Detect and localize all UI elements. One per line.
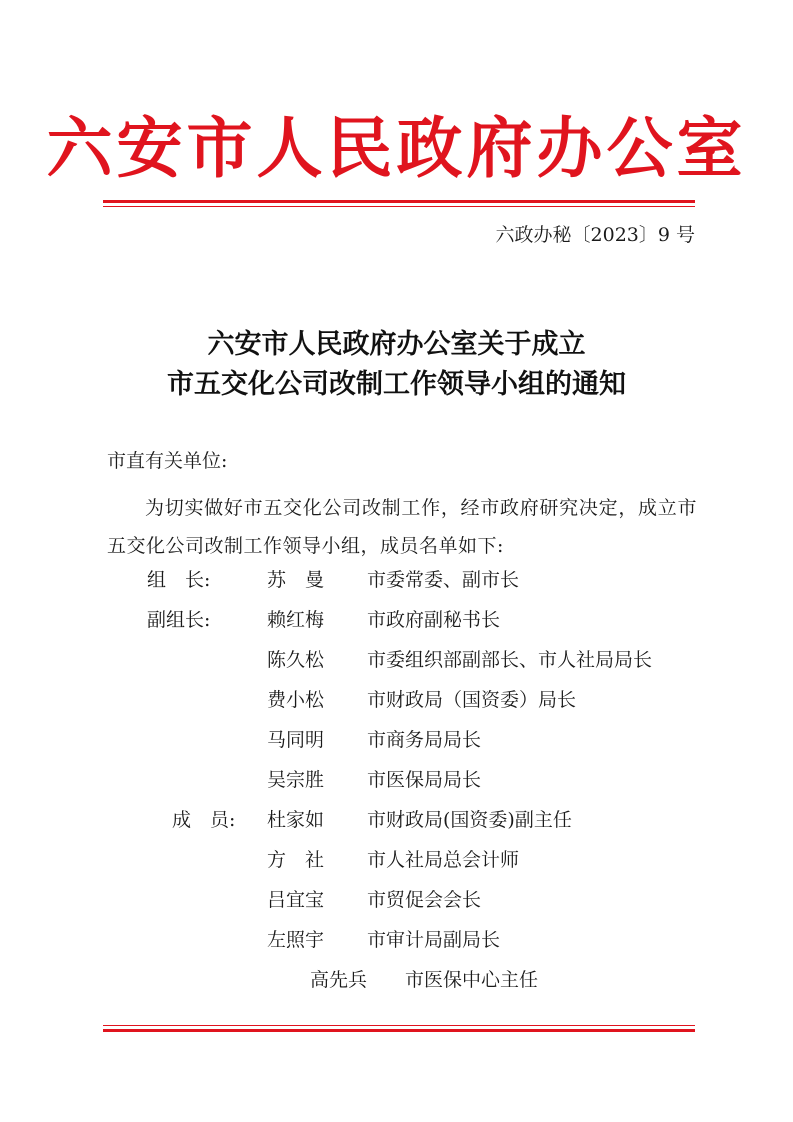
member-duty: 市审计局副局长: [367, 929, 501, 951]
member-duty: 市贸促会会长: [367, 889, 482, 911]
member-name: 吕宜宝: [267, 889, 325, 911]
member-name: 赖红梅: [267, 609, 325, 631]
member-role: 组 长:: [147, 569, 211, 591]
header-divider-thick: [103, 200, 695, 203]
member-duty: 市医保局局长: [367, 769, 482, 791]
body-paragraph: 为切实做好市五交化公司改制工作，经市政府研究决定，成立市五交化公司改制工作领导小组，成员名单如下:: [107, 497, 697, 557]
member-duty: 市委组织部副部长、市人社局局长: [367, 649, 653, 671]
member-name: 杜家如: [267, 809, 325, 831]
member-name: 吴宗胜: [267, 769, 325, 791]
notice-title-line-2: 市五交化公司改制工作领导小组的通知: [167, 369, 626, 400]
salutation: 市直有关单位:: [107, 450, 228, 472]
member-name: 方 社: [267, 849, 325, 871]
member-duty: 市财政局（国资委）局长: [367, 689, 577, 711]
member-duty: 市委常委、副市长: [367, 569, 520, 591]
issuing-office-title: 六安市人民政府办公室: [46, 109, 747, 187]
member-duty: 市政府副秘书长: [367, 609, 501, 631]
member-name: 费小松: [267, 689, 325, 711]
notice-title-line-1: 六安市人民政府办公室关于成立: [207, 329, 586, 360]
member-name: 马同明: [267, 729, 325, 751]
member-role: 副组长:: [147, 609, 211, 631]
member-role: 成 员:: [172, 809, 236, 831]
member-name: 苏 曼: [267, 569, 325, 591]
member-duty: 市人社局总会计师: [367, 849, 520, 871]
member-duty: 市商务局局长: [367, 729, 482, 751]
document-number: 六政办秘〔2023〕9 号: [495, 224, 695, 246]
member-duty: 市医保中心主任: [405, 969, 539, 991]
header-divider-thin: [103, 206, 695, 207]
footer-divider-thin: [103, 1025, 695, 1026]
member-duty: 市财政局(国资委)副主任: [367, 809, 572, 831]
footer-divider-thick: [103, 1029, 695, 1032]
member-name: 陈久松: [267, 649, 325, 671]
member-name: 高先兵: [310, 969, 368, 991]
member-name: 左照宇: [267, 929, 325, 951]
